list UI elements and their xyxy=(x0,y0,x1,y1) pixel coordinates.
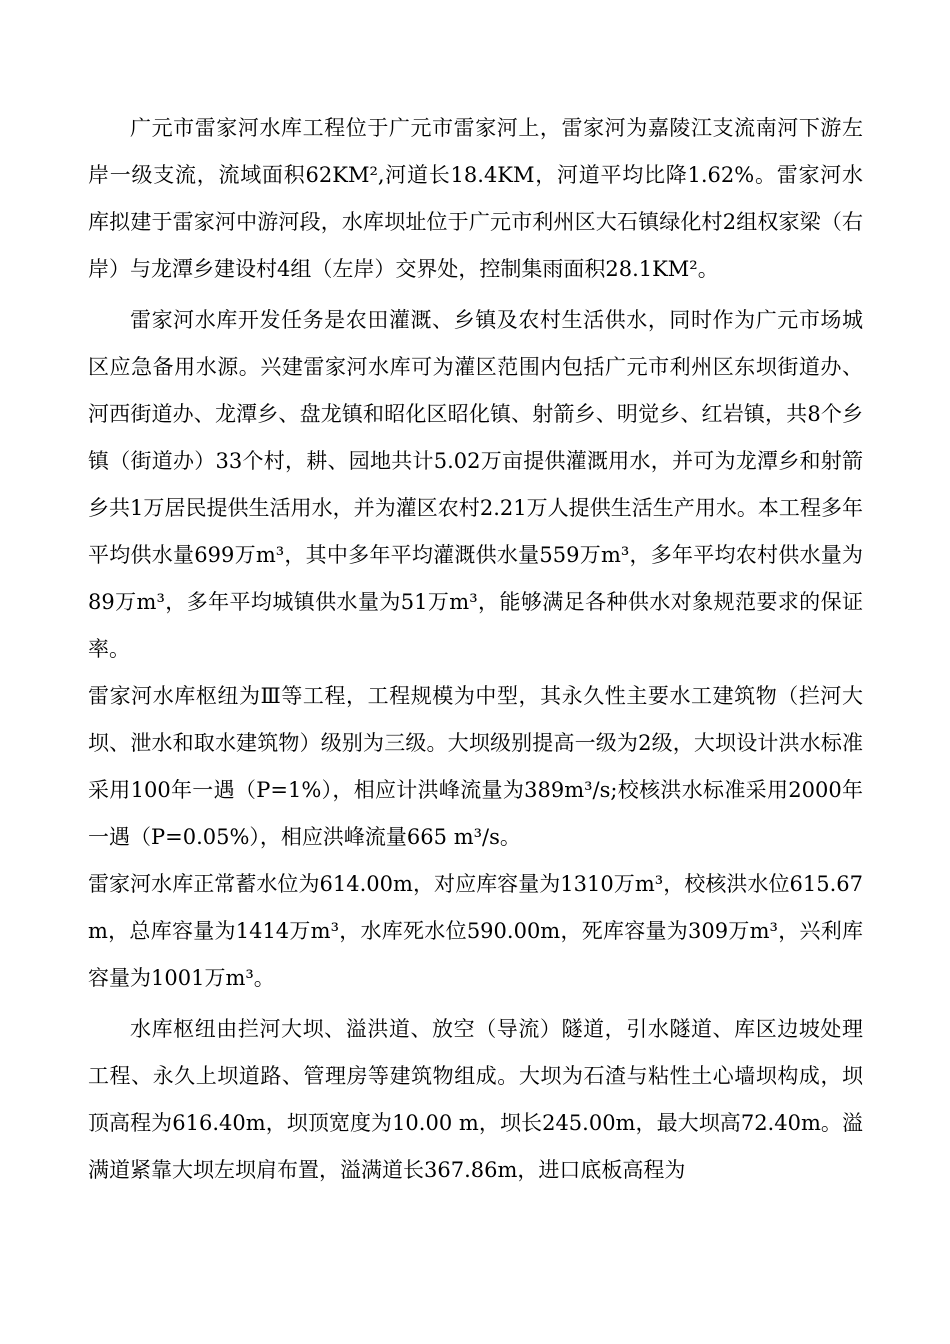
document-body xyxy=(88,105,863,1194)
paragraph-reservoir-levels: 雷家河水库正常蓄水位为614.00m，对应库容量为1310万m³，校核洪水位615.67m，总库容量为1414万m³，水库死水位590.00m，死库容量为309万m³，兴利库容量为1001万m³。 xyxy=(88,872,863,990)
paragraph-engineering-grade: 雷家河水库枢纽为Ⅲ等工程，工程规模为中型，其永久性主要水工建筑物（拦河大坝、泄水和取水建筑物）级别为三级。大坝级别提高一级为2级，大坝设计洪水标准采用100年一遇（P=1%），相应计洪峰流量为389m³/s;校核洪水标准采用2000年一遇（P=0.05%），相应洪峰流量665 m³/s。 xyxy=(88,684,863,849)
paragraph-hub-composition: 水库枢纽由拦河大坝、溢洪道、放空（导流）隧道，引水隧道、库区边坡处理工程、永久上坝道路、管理房等建筑物组成。大坝为石渣与粘性土心墙坝构成，坝顶高程为616.40m，坝顶宽度为10.00 m，坝长245.00m，最大坝高72.40m。溢满道紧靠大坝左坝肩布置，溢满道长367.86m，进口底板高程为 xyxy=(88,1017,863,1182)
paragraph-project-location: 广元市雷家河水库工程位于广元市雷家河上，雷家河为嘉陵江支流南河下游左岸一级支流，流域面积62KM²,河道长18.4KM，河道平均比降1.62%。雷家河水库拟建于雷家河中游河段，水库坝址位于广元市利州区大石镇绿化村2组权家梁（右岸）与龙潭乡建设村4组（左岸）交界处，控制集雨面积28.1KM²。 xyxy=(88,116,863,281)
paragraph-development-tasks: 雷家河水库开发任务是农田灌溉、乡镇及农村生活供水，同时作为广元市场城区应急备用水源。兴建雷家河水库可为灌区范围内包括广元市利州区东坝街道办、河西街道办、龙潭乡、盘龙镇和昭化区昭化镇、射箭乡、明觉乡、红岩镇，共8个乡镇（街道办）33个村，耕、园地共计5.02万亩提供灌溉用水，并可为龙潭乡和射箭乡共1万居民提供生活用水，并为灌区农村2.21万人提供生活生产用水。本工程多年平均供水量699万m³，其中多年平均灌溉供水量559万m³，多年平均农村供水量为89万m³，多年平均城镇供水量为51万m³，能够满足各种供水对象规范要求的保证率。 xyxy=(88,308,863,661)
